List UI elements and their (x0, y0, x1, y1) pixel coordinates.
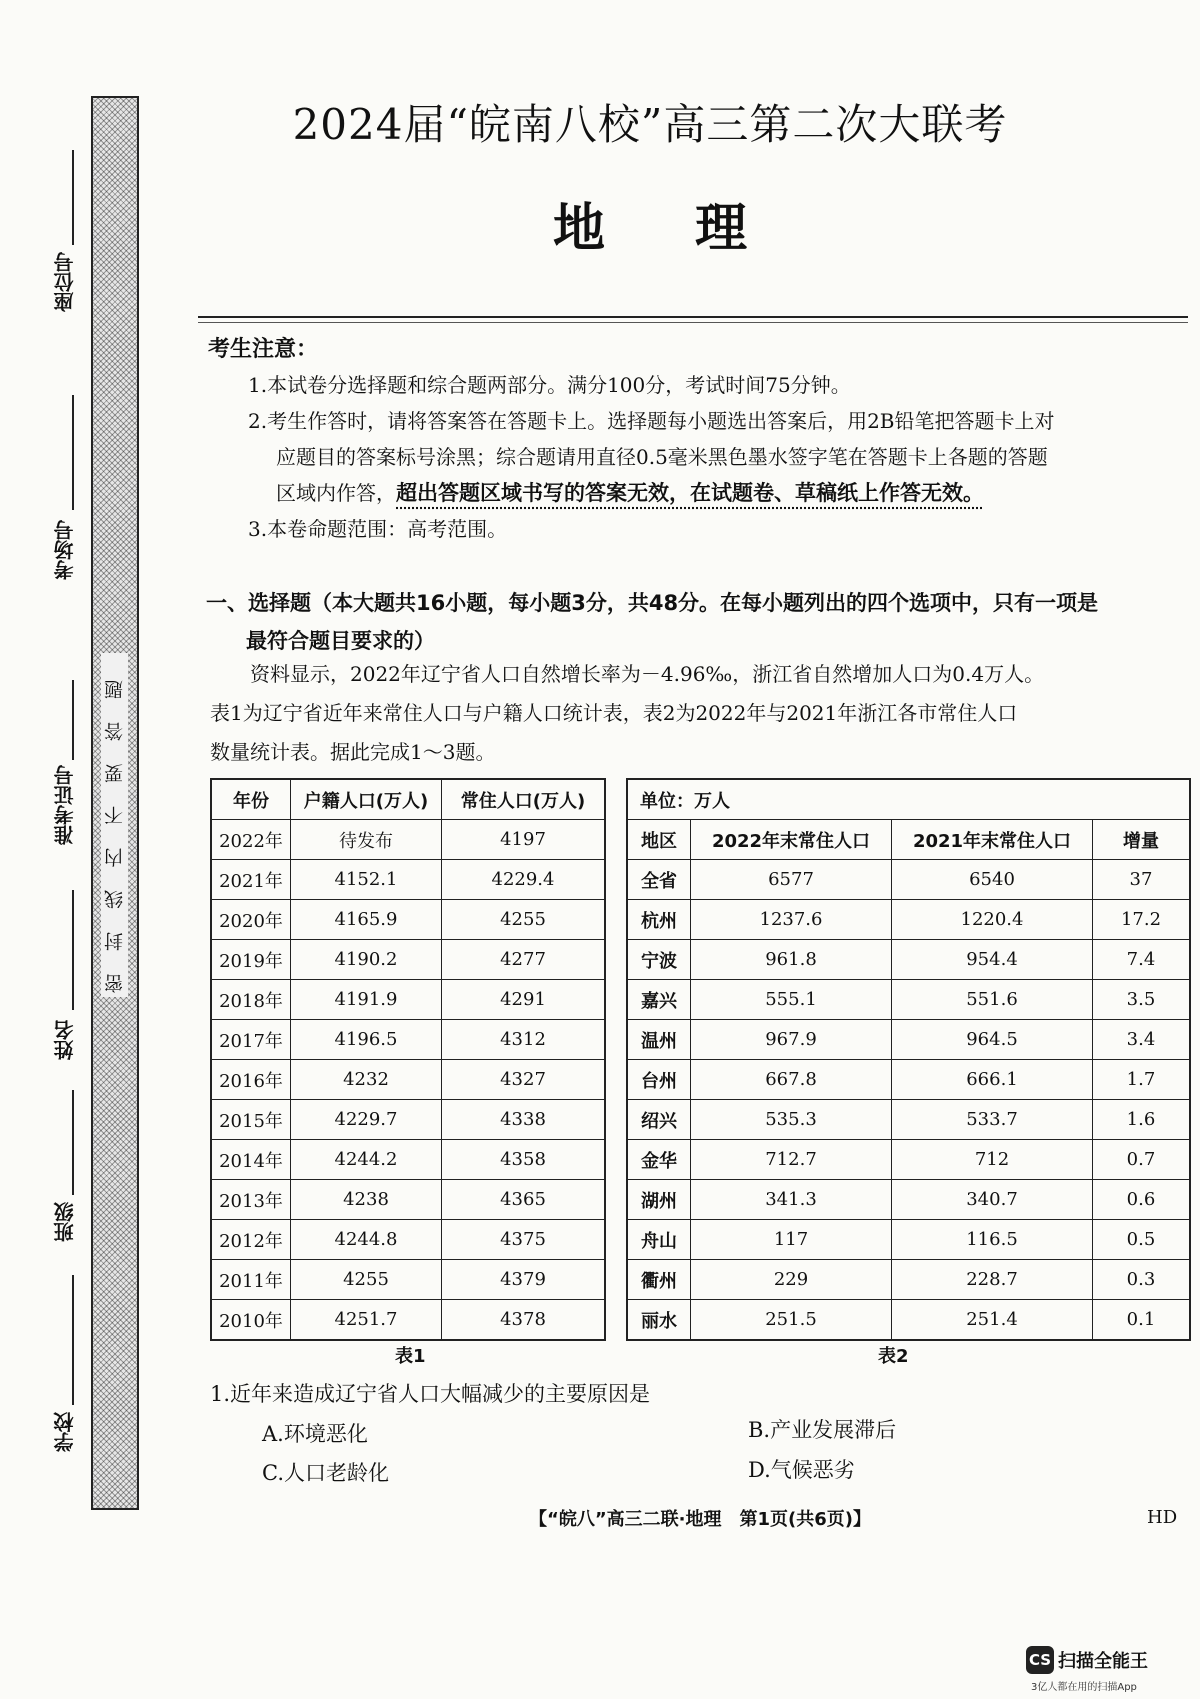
scanner-watermark (1026, 1646, 1148, 1693)
table-2-caption: 表2 (878, 1346, 909, 1367)
notice-list (248, 367, 1188, 547)
table-cell: 4229.7 (291, 1100, 442, 1140)
field-line (72, 150, 74, 245)
notice-item-2a: 2.考生作答时，请将答案答在答题卡上。选择题每小题选出答案后，用2B铅笔把答题卡上对 (248, 409, 1055, 433)
field-label: 学校 (53, 1412, 77, 1452)
table-cell: 4191.9 (291, 980, 442, 1020)
table-row (211, 940, 605, 980)
table-header-cell: 2021年末常住人口 (892, 820, 1093, 860)
table-cell: 4358 (442, 1140, 606, 1180)
table-row (627, 1300, 1190, 1341)
table-cell: 0.6 (1093, 1180, 1191, 1220)
table-cell: 17.2 (1093, 900, 1191, 940)
table-row-label: 2022年 (211, 820, 291, 860)
table-row (211, 1260, 605, 1300)
table-row-label: 2015年 (211, 1100, 291, 1140)
table-cell: 4379 (442, 1260, 606, 1300)
field-admission-number (50, 680, 80, 880)
scanner-slogan: 3亿人都在用的扫描App (1031, 1682, 1137, 1693)
table-header-cell: 增量 (1093, 820, 1191, 860)
field-label: 准考证号 (53, 765, 77, 845)
notice-item-3: 3.本卷命题范围：高考范围。 (248, 517, 508, 541)
table-row-label: 舟山 (627, 1220, 691, 1260)
table-unit-row (627, 779, 1190, 820)
table-2-zhejiang-population (626, 778, 1191, 1341)
table-row (627, 900, 1190, 940)
table-cell: 229 (691, 1260, 892, 1300)
table-header-cell: 2022年末常住人口 (691, 820, 892, 860)
exam-title: 2024届“皖南八校”高三第二次大联考 (292, 100, 1008, 149)
table-cell: 251.4 (892, 1300, 1093, 1341)
table-row-label: 绍兴 (627, 1100, 691, 1140)
field-school (50, 1275, 80, 1475)
notice-item-2b: 应题目的答案标号涂黑；综合题请用直径0.5毫米黑色墨水签字笔在答题卡上各题的答题 (276, 445, 1048, 469)
table-header-row (627, 820, 1190, 860)
field-line (72, 680, 74, 760)
table-row-label: 嘉兴 (627, 980, 691, 1020)
table-row-label: 2016年 (211, 1060, 291, 1100)
scanner-name: 扫描全能王 (1058, 1651, 1148, 1672)
notice-item-2c (248, 475, 1188, 511)
table-row (211, 1100, 605, 1140)
table-cell: 4229.4 (442, 860, 606, 900)
table-cell: 0.7 (1093, 1140, 1191, 1180)
section-heading-line-2: 最符合题目要求的） (246, 629, 435, 653)
field-seat-number (50, 150, 80, 365)
field-label: 考场号 (53, 520, 77, 580)
field-label: 班级 (53, 1202, 77, 1242)
intro-line-1: 资料显示，2022年辽宁省人口自然增长率为－4.96‰，浙江省自然增加人口为0.4万人。 (250, 662, 1045, 686)
table-cell: 712 (892, 1140, 1093, 1180)
table-row (211, 1020, 605, 1060)
section-heading-line-1: 一、选择题（本大题共16小题，每小题3分，共48分。在每小题列出的四个选项中，只有一项是 (206, 591, 1099, 615)
table-row (211, 860, 605, 900)
table-row (627, 1100, 1190, 1140)
table-row-label: 杭州 (627, 900, 691, 940)
field-line (72, 395, 74, 510)
table-row (211, 1060, 605, 1100)
table-row (627, 1020, 1190, 1060)
table-row-label: 2020年 (211, 900, 291, 940)
table-cell: 3.5 (1093, 980, 1191, 1020)
table-cell: 待发布 (291, 820, 442, 860)
notice-item-1: 1.本试卷分选择题和综合题两部分。满分100分，考试时间75分钟。 (248, 373, 851, 397)
table-cell: 4291 (442, 980, 606, 1020)
table-cell: 961.8 (691, 940, 892, 980)
table-row (627, 1260, 1190, 1300)
table-cell: 4197 (442, 820, 606, 860)
table-cell: 4375 (442, 1220, 606, 1260)
table-row-label: 湖州 (627, 1180, 691, 1220)
material-intro (210, 655, 1190, 772)
table-row (627, 940, 1190, 980)
table-cell: 667.8 (691, 1060, 892, 1100)
table-cell: 533.7 (892, 1100, 1093, 1140)
table-header-cell: 地区 (627, 820, 691, 860)
table-row-label: 台州 (627, 1060, 691, 1100)
table-cell: 1237.6 (691, 900, 892, 940)
notice-item-2c-text: 区域内作答， (276, 481, 396, 505)
table-row (211, 820, 605, 860)
table-row-label: 丽水 (627, 1300, 691, 1341)
question-1-option-d: D.气候恶劣 (748, 1458, 855, 1482)
table-cell: 117 (691, 1220, 892, 1260)
field-label: 座位号 (53, 252, 77, 312)
table-row-label: 2012年 (211, 1220, 291, 1260)
table-cell: 555.1 (691, 980, 892, 1020)
table-cell: 954.4 (892, 940, 1093, 980)
table-cell: 341.3 (691, 1180, 892, 1220)
table-cell: 4255 (291, 1260, 442, 1300)
section-heading (206, 584, 1191, 660)
table-row-label: 2011年 (211, 1260, 291, 1300)
table-row (627, 860, 1190, 900)
field-line (72, 1090, 74, 1195)
table-cell: 3.4 (1093, 1020, 1191, 1060)
table-header-cell: 户籍人口(万人) (291, 779, 442, 820)
table-cell: 4152.1 (291, 860, 442, 900)
table-row (211, 1300, 605, 1341)
table-cell: 37 (1093, 860, 1191, 900)
table-cell: 712.7 (691, 1140, 892, 1180)
table-row-label: 2019年 (211, 940, 291, 980)
table-cell: 4338 (442, 1100, 606, 1140)
subject-title: 地理 (552, 199, 837, 259)
table-cell: 4232 (291, 1060, 442, 1100)
table-row (211, 1140, 605, 1180)
binding-strip-text: 密封线内不要答题 (101, 560, 127, 1090)
table-row-label: 金华 (627, 1140, 691, 1180)
intro-line-2: 表1为辽宁省近年来常住人口与户籍人口统计表，表2为2022年与2021年浙江各市常住人口 (210, 701, 1018, 725)
table-header-row (211, 779, 605, 820)
field-label: 姓名 (53, 1020, 77, 1060)
table-cell: 4190.2 (291, 940, 442, 980)
table-row (211, 1220, 605, 1260)
table-cell: 4165.9 (291, 900, 442, 940)
table-cell: 4244.8 (291, 1220, 442, 1260)
table-unit-label: 单位：万人 (627, 779, 1190, 820)
table-row-label: 2013年 (211, 1180, 291, 1220)
table-cell: 4255 (442, 900, 606, 940)
table-row (211, 900, 605, 940)
table-1-liaoning-population (210, 778, 606, 1341)
header-rule-thin (198, 322, 1188, 323)
table-cell: 967.9 (691, 1020, 892, 1060)
table-cell: 116.5 (892, 1220, 1093, 1260)
table-cell: 4378 (442, 1300, 606, 1341)
table-cell: 0.3 (1093, 1260, 1191, 1300)
table-cell: 0.1 (1093, 1300, 1191, 1341)
notice-emphasis: 超出答题区域书写的答案无效，在试题卷、草稿纸上作答无效。 (396, 481, 984, 505)
question-1-option-a: A.环境恶化 (262, 1422, 368, 1446)
table-1-body (211, 820, 605, 1341)
table-row-label: 全省 (627, 860, 691, 900)
question-1-option-b: B.产业发展滞后 (748, 1418, 897, 1442)
field-name (50, 890, 80, 1080)
table-row-label: 宁波 (627, 940, 691, 980)
table-cell: 4244.2 (291, 1140, 442, 1180)
table-cell: 4327 (442, 1060, 606, 1100)
table-row-label: 2010年 (211, 1300, 291, 1341)
table-row-label: 2021年 (211, 860, 291, 900)
table-row (627, 1220, 1190, 1260)
table-row-label: 2018年 (211, 980, 291, 1020)
table-row-label: 温州 (627, 1020, 691, 1060)
table-cell: 4365 (442, 1180, 606, 1220)
table-cell: 228.7 (892, 1260, 1093, 1300)
table-header-cell: 常住人口(万人) (442, 779, 606, 820)
table-cell: 0.5 (1093, 1220, 1191, 1260)
table-1-caption: 表1 (395, 1346, 426, 1367)
table-row-label: 衢州 (627, 1260, 691, 1300)
table-row (627, 1060, 1190, 1100)
table-cell: 6577 (691, 860, 892, 900)
table-cell: 1.7 (1093, 1060, 1191, 1100)
table-row-label: 2017年 (211, 1020, 291, 1060)
table-cell: 964.5 (892, 1020, 1093, 1060)
table-cell: 7.4 (1093, 940, 1191, 980)
header-rule (198, 316, 1188, 318)
table-cell: 251.5 (691, 1300, 892, 1341)
table-row (627, 1180, 1190, 1220)
table-cell: 1220.4 (892, 900, 1093, 940)
table-row (211, 980, 605, 1020)
table-cell: 6540 (892, 860, 1093, 900)
table-cell: 4196.5 (291, 1020, 442, 1060)
table-header-cell: 年份 (211, 779, 291, 820)
table-2-body (627, 860, 1190, 1341)
table-cell: 666.1 (892, 1060, 1093, 1100)
table-row (211, 1180, 605, 1220)
notice-heading: 考生注意： (208, 337, 319, 362)
table-cell: 551.6 (892, 980, 1093, 1020)
question-1-stem: 1.近年来造成辽宁省人口大幅减少的主要原因是 (210, 1382, 651, 1406)
table-row (627, 980, 1190, 1020)
field-line (72, 1275, 74, 1405)
field-class (50, 1090, 80, 1270)
table-cell: 1.6 (1093, 1100, 1191, 1140)
table-row (627, 1140, 1190, 1180)
table-cell: 4312 (442, 1020, 606, 1060)
field-room-number (50, 395, 80, 625)
table-cell: 535.3 (691, 1100, 892, 1140)
table-row-label: 2014年 (211, 1140, 291, 1180)
intro-line-3: 数量统计表。据此完成1～3题。 (210, 740, 496, 764)
paper-code: HD (1147, 1507, 1178, 1528)
table-cell: 4238 (291, 1180, 442, 1220)
table-cell: 4251.7 (291, 1300, 442, 1341)
page-footer: 【“皖八”高三二联·地理 第1页(共6页)】 (529, 1509, 871, 1530)
field-line (72, 890, 74, 1010)
question-1-option-c: C.人口老龄化 (262, 1461, 389, 1485)
table-cell: 340.7 (892, 1180, 1093, 1220)
table-cell: 4277 (442, 940, 606, 980)
scanner-logo-icon: CS (1026, 1646, 1054, 1674)
